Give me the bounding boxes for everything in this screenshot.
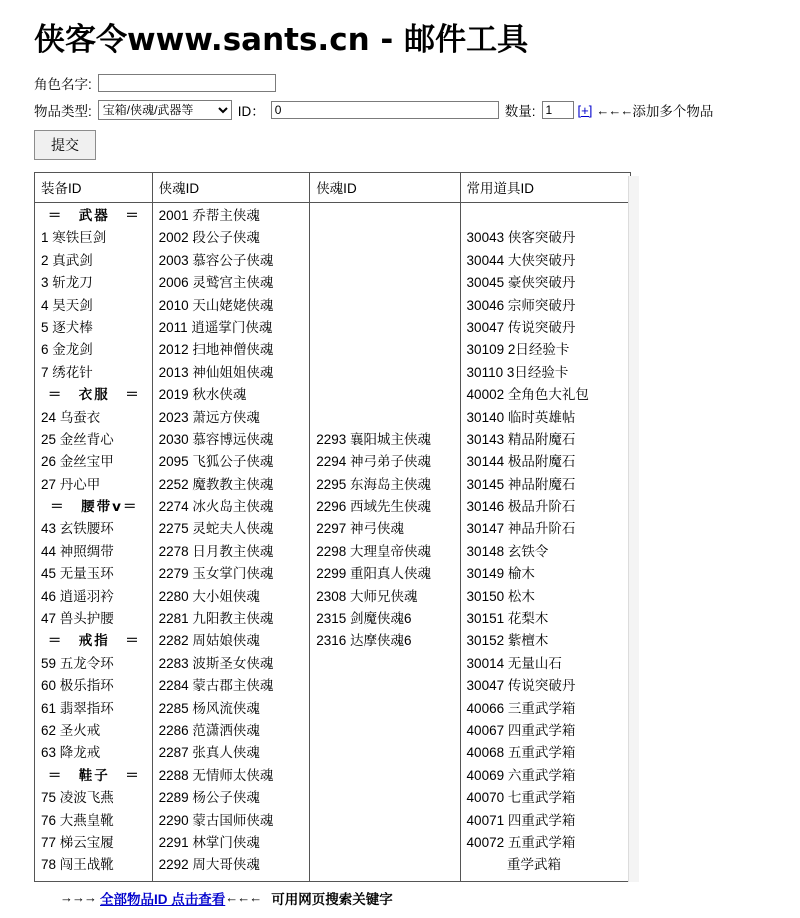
list-item: 2285 杨风流侠魂	[158, 700, 260, 716]
hero-soul-id-list-2	[316, 205, 455, 877]
list-item: 2023 萧远方侠魂	[158, 409, 260, 425]
list-item: 2011 逍遥掌门侠魂	[158, 319, 273, 335]
list-item: 2282 周姑娘侠魂	[158, 633, 260, 649]
list-item: 61 翡翠指环	[41, 700, 114, 716]
list-item: 5 逐犬棒	[41, 319, 93, 335]
list-item: 30143 精品附魔石	[466, 431, 576, 447]
list-item: 2010 天山姥姥侠魂	[158, 297, 274, 313]
list-item: 40071 四重武学箱	[466, 812, 576, 828]
list-item: 2291 林掌门侠魂	[158, 834, 260, 850]
list-item: 40069 六重武学箱	[466, 767, 576, 783]
item-type-select[interactable]	[98, 100, 232, 120]
list-item: 2002 段公子侠魂	[158, 230, 260, 246]
list-item: 62 圣火戒	[41, 722, 101, 738]
add-item-link[interactable]: [+]	[577, 102, 593, 118]
list-item: 2286 范潇洒侠魂	[158, 722, 260, 738]
list-item: ＝ 鞋子 ＝	[47, 767, 141, 784]
list-item: 30145 神品附魔石	[466, 476, 576, 492]
list-item: 2252 魔教教主侠魂	[158, 476, 274, 492]
list-item: 27 丹心甲	[41, 476, 101, 492]
list-item: 30044 大侠突破丹	[466, 252, 576, 268]
list-item: 1 寒铁巨剑	[41, 230, 107, 246]
list-item: 30045 豪侠突破丹	[466, 275, 576, 291]
list-item: 2006 灵鹫宫主侠魂	[158, 275, 274, 291]
list-item: 76 大燕皇靴	[41, 812, 114, 828]
list-item: 77 梯云宝履	[41, 834, 114, 850]
all-item-id-link[interactable]: 全部物品ID 点击查看	[100, 891, 226, 907]
submit-row	[34, 130, 800, 160]
list-item: 30147 神品升阶石	[466, 521, 576, 537]
character-name-label: 角色名字:	[34, 77, 92, 92]
list-item: 40067 四重武学箱	[466, 722, 576, 738]
list-item: 2095 飞狐公子侠魂	[158, 454, 274, 470]
list-item: 40070 七重武学箱	[466, 790, 576, 806]
list-item: 2003 慕容公子侠魂	[158, 252, 274, 268]
list-item: 30148 玄铁令	[466, 543, 549, 559]
list-item: 2280 大小姐侠魂	[158, 588, 260, 604]
quantity-label: 数量:	[504, 104, 536, 119]
list-item: 2316 达摩侠魂6	[316, 633, 412, 649]
common-item-id-list	[467, 205, 626, 877]
add-multiple-hint: 添加多个物品	[632, 104, 714, 119]
item-type-label: 物品类型:	[34, 104, 92, 119]
id-reference-table-wrap	[34, 172, 634, 882]
hero-soul-id-list-1	[159, 205, 306, 877]
item-id-input[interactable]	[271, 101, 499, 119]
list-item: 2289 杨公子侠魂	[158, 790, 260, 806]
list-item: 44 神照绸带	[41, 543, 114, 559]
list-item: 63 降龙戒	[41, 745, 101, 761]
list-item: 60 极乐指环	[41, 678, 114, 694]
list-item: 2293 襄阳城主侠魂	[316, 431, 431, 447]
list-item: 2012 扫地神僧侠魂	[158, 342, 274, 358]
list-item: 6 金龙剑	[41, 342, 93, 358]
list-item: 26 金丝宝甲	[41, 454, 114, 470]
hero-soul-id-cell-2	[310, 203, 460, 882]
quantity-input[interactable]	[542, 101, 574, 119]
list-item: 2290 蒙古国师侠魂	[158, 812, 274, 828]
list-item: 30047 传说突破丹	[466, 319, 576, 335]
list-item: 2013 神仙姐姐侠魂	[158, 364, 274, 380]
hero-soul-id-cell-1	[152, 203, 310, 882]
list-item: 7 绣花针	[41, 364, 93, 380]
column-header-hero-soul-id-2: 侠魂ID	[310, 173, 460, 203]
list-item: 2030 慕容博远侠魂	[158, 431, 274, 447]
list-item: 30014 无量山石	[466, 655, 562, 671]
list-item: 25 金丝背心	[41, 431, 114, 447]
list-item: 30047 传说突破丹	[466, 678, 576, 694]
column-header-common-item-id: 常用道具ID	[460, 173, 630, 203]
column-header-hero-soul-id-1: 侠魂ID	[152, 173, 310, 203]
list-item: 2279 玉女掌门侠魂	[158, 566, 274, 582]
list-item: 78 闯王战靴	[41, 857, 114, 873]
list-item: 30149 榆木	[466, 566, 535, 582]
table-row	[35, 203, 631, 882]
list-item: 24 乌蚕衣	[41, 409, 101, 425]
list-item: 2019 秋水侠魂	[158, 387, 247, 403]
list-item: 40066 三重武学箱	[466, 700, 576, 716]
list-item: 40068 五重武学箱	[466, 745, 576, 761]
list-item: 2288 无情师太侠魂	[158, 767, 274, 783]
list-item: 43 玄铁腰环	[41, 521, 114, 537]
list-item: 2278 日月教主侠魂	[158, 543, 274, 559]
list-item: 47 兽头护腰	[41, 611, 114, 627]
character-name-row	[34, 73, 800, 93]
character-name-input[interactable]	[98, 74, 276, 92]
list-item: 75 凌波飞燕	[41, 790, 114, 806]
list-item: 30144 极品附魔石	[466, 454, 576, 470]
list-item: 4 昊天剑	[41, 297, 93, 313]
list-item: 30046 宗师突破丹	[466, 297, 576, 313]
list-item: 40002 全角色大礼包	[466, 387, 589, 403]
list-item: 30043 侠客突破丹	[466, 230, 576, 246]
list-item: 2 真武剑	[41, 252, 93, 268]
equipment-id-cell	[35, 203, 153, 882]
item-params-row	[34, 100, 800, 120]
arrow-right-hint: →→→	[60, 890, 96, 906]
list-item: 3 斩龙刀	[41, 275, 93, 291]
list-item: 2297 神弓侠魂	[316, 521, 404, 537]
list-item: 重学武箱	[466, 857, 562, 873]
list-item: 2295 东海岛主侠魂	[316, 476, 431, 492]
list-item: 2001 乔帮主侠魂	[158, 208, 260, 223]
list-item: 59 五龙令环	[41, 655, 114, 671]
list-item: 30110 3日经验卡	[466, 364, 569, 380]
footer-tail-text: 可用网页搜索关键字	[271, 891, 393, 907]
list-item: 2298 大理皇帝侠魂	[316, 543, 431, 559]
list-item: 40072 五重武学箱	[466, 834, 576, 850]
list-item: 2299 重阳真人侠魂	[316, 566, 431, 582]
list-item: ＝ 戒指 ＝	[47, 633, 141, 650]
list-item: ＝ 武器 ＝	[47, 208, 141, 224]
list-item: 30146 极品升阶石	[466, 499, 576, 515]
list-item: 30140 临时英雄帖	[466, 409, 576, 425]
list-item: 2274 冰火岛主侠魂	[158, 499, 274, 515]
arrow-left-hint-footer: ←←←	[225, 890, 262, 906]
submit-button[interactable]: 提交	[34, 130, 96, 160]
list-item: 45 无量玉环	[41, 566, 114, 582]
table-header-row	[35, 173, 631, 203]
list-item: 2296 西域先生侠魂	[316, 499, 431, 515]
list-item: 2283 波斯圣女侠魂	[158, 655, 274, 671]
item-id-label: ID：	[237, 104, 265, 119]
list-item: ＝ 衣服 ＝	[47, 387, 141, 404]
list-item: 30109 2日经验卡	[466, 342, 570, 358]
list-item: 2292 周大哥侠魂	[158, 857, 260, 873]
list-item: 30152 紫檀木	[466, 633, 549, 649]
footer-note	[60, 888, 800, 908]
page-scrollbar[interactable]	[628, 176, 639, 882]
page-title: 侠客令www.sants.cn - 邮件工具	[34, 22, 529, 58]
list-item: 2315 剑魔侠魂6	[316, 611, 412, 627]
list-item: 2284 蒙古郡主侠魂	[158, 678, 274, 694]
list-item: ＝ 腰带v＝	[50, 499, 139, 516]
column-header-equipment-id: 装备ID	[35, 173, 153, 203]
common-item-id-cell	[460, 203, 630, 882]
equipment-id-list	[41, 205, 148, 877]
list-item: 46 逍遥羽衿	[41, 588, 114, 604]
list-item: 30151 花梨木	[466, 611, 549, 627]
list-item: 2308 大师兄侠魂	[316, 588, 418, 604]
arrow-left-hint: ←←←	[596, 102, 633, 118]
list-item: 2281 九阳教主侠魂	[158, 611, 274, 627]
list-item: 2275 灵蛇夫人侠魂	[158, 521, 274, 537]
list-item: 30150 松木	[466, 588, 535, 604]
list-item: 2294 神弓弟子侠魂	[316, 454, 431, 470]
id-reference-table	[34, 172, 631, 882]
list-item: 2287 张真人侠魂	[158, 745, 260, 761]
